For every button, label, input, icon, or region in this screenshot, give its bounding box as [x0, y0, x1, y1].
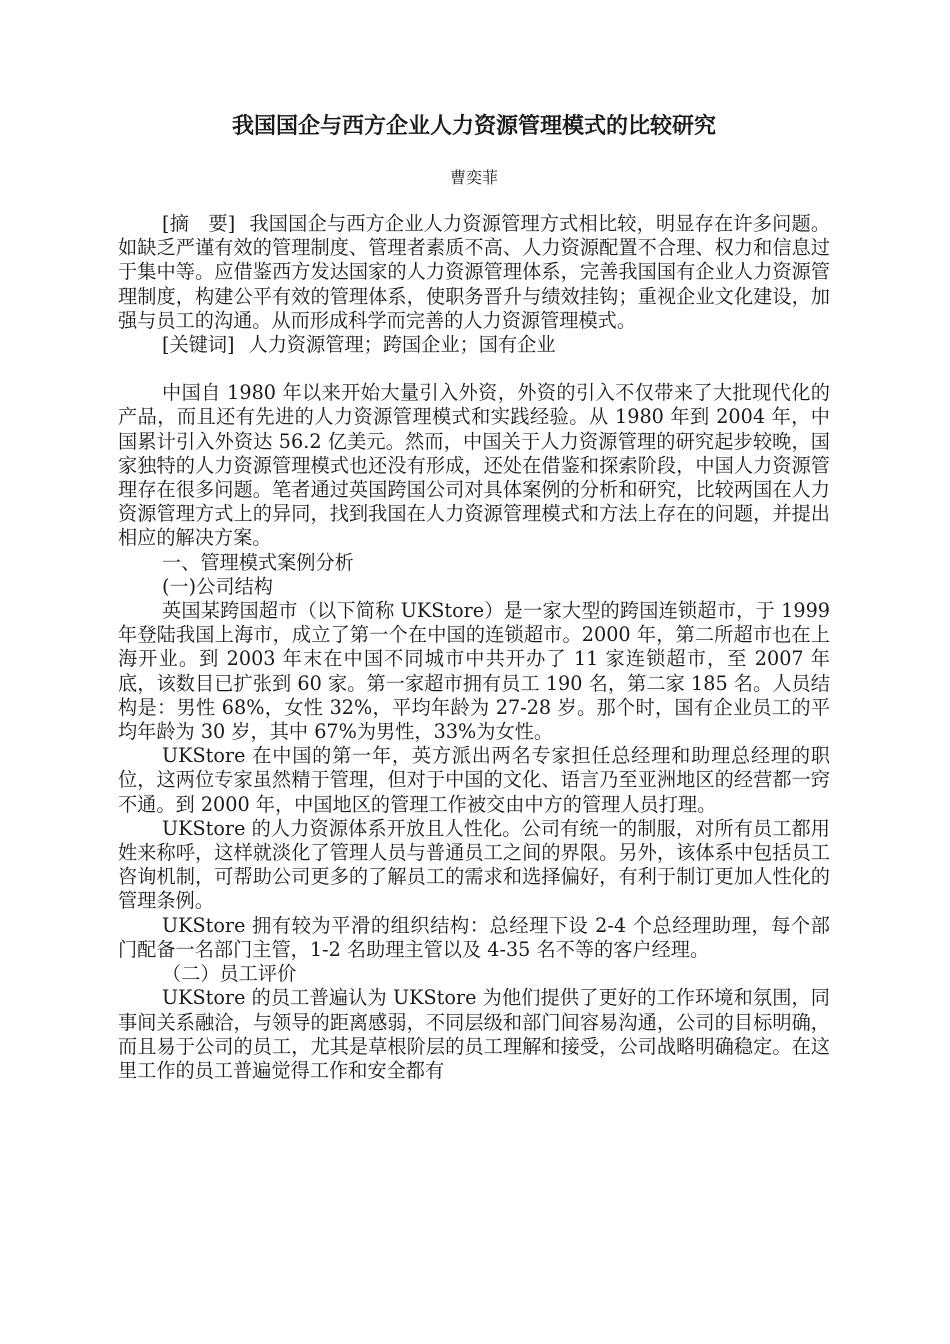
paper-title: 我国国企与西方企业人力资源管理模式的比较研究	[231, 113, 716, 139]
abstract-label: [摘 要]	[162, 212, 236, 235]
keywords	[118, 333, 830, 357]
author-name: 曹奕菲	[449, 168, 498, 187]
paragraph-hr-system: UKStore 的人力资源体系开放且人性化。公司有统一的制服，对所有员工都用姓来称呼，这样就淡化了管理人员与普通员工之间的界限。另外，该体系中包括员工咨询机制，可帮助公司更多的了解员工的需求和选择偏好，有利于制订更加人性化的管理条例。	[118, 816, 830, 913]
paragraph-employee-evaluation: UKStore 的员工普遍认为 UKStore 为他们提供了更好的工作环境和氛围，同事间关系融洽，与领导的距离感弱，不同层级和部门间容易沟通，公司的目标明确，而且易于公司的员工，尤其是草根阶层的员工理解和接受，公司战略明确稳定。在这里工作的员工普遍觉得工作和安全都有	[118, 986, 830, 1082]
keywords-label: [关键词]	[162, 333, 235, 357]
section-heading-1: 一、管理模式案例分析	[162, 550, 354, 574]
paragraph-company-structure: 英国某跨国超市（以下简称 UKStore）是一家大型的跨国连锁超市，于 1999 年登陆我国上海市，成立了第一个在中国的连锁超市。2000 年，第二所超市也在上海开业。到 2003 年末在中国不同城市中共开办了 11 家连锁超市，至 2007 年底，该数目已扩张到 60 家。第一家超市拥有员工 190 名，第二家 185 名。人员结构是：男性 68%，女性 32%，平均年龄为 27-28 岁。那个时，国有企业员工的平均年龄为 30 岁，其中 67%为男性，33%为女性。	[118, 599, 830, 744]
paragraph-management-first-year: UKStore 在中国的第一年，英方派出两名专家担任总经理和助理总经理的职位，这两位专家虽然精于管理，但对于中国的文化、语言乃至亚洲地区的经营都一窍不通。到 2000 年，中国地区的管理工作被交由中方的管理人员打理。	[118, 744, 830, 816]
abstract-text: 我国国企与西方企业人力资源管理方式相比较，明显存在许多问题。如缺乏严谨有效的管理制度、管理者素质不高、人力资源配置不合理、权力和信息过于集中等。应借鉴西方发达国家的人力资源管理体系，完善我国国有企业人力资源管理制度，构建公平有效的管理体系，使职务晋升与绩效挂钩；重视企业文化建设，加强与员工的沟通。从而形成科学而完善的人力资源管理模式。	[118, 212, 831, 332]
intro-paragraph: 中国自 1980 年以来开始大量引入外资，外资的引入不仅带来了大批现代化的产品，而且还有先进的人力资源管理模式和实践经验。从 1980 年到 2004 年，中国累计引入外资达 56.2 亿美元。然而，中国关于人力资源管理的研究起步较晚，国家独特的人力资源管理模式也还没有形成，还处在借鉴和探索阶段，中国人力资源管理存在很多问题。笔者通过英国跨国公司对具体案例的分析和研究，比较两国在人力资源管理方式上的异同，找到我国在人力资源管理模式和方法上存在的问题，并提出相应的解决方案。	[118, 381, 830, 550]
keywords-text: 人力资源管理；跨国企业；国有企业	[248, 333, 556, 357]
document-page	[118, 108, 830, 1083]
subsection-heading-2: （二）员工评价	[162, 962, 297, 986]
subsection-heading-1: (一)公司结构	[162, 574, 273, 598]
abstract	[118, 212, 830, 333]
paragraph-org-structure: UKStore 拥有较为平滑的组织结构：总经理下设 2-4 个总经理助理，每个部门配备一名部门主管，1-2 名助理主管以及 4-35 名不等的客户经理。	[118, 913, 830, 961]
